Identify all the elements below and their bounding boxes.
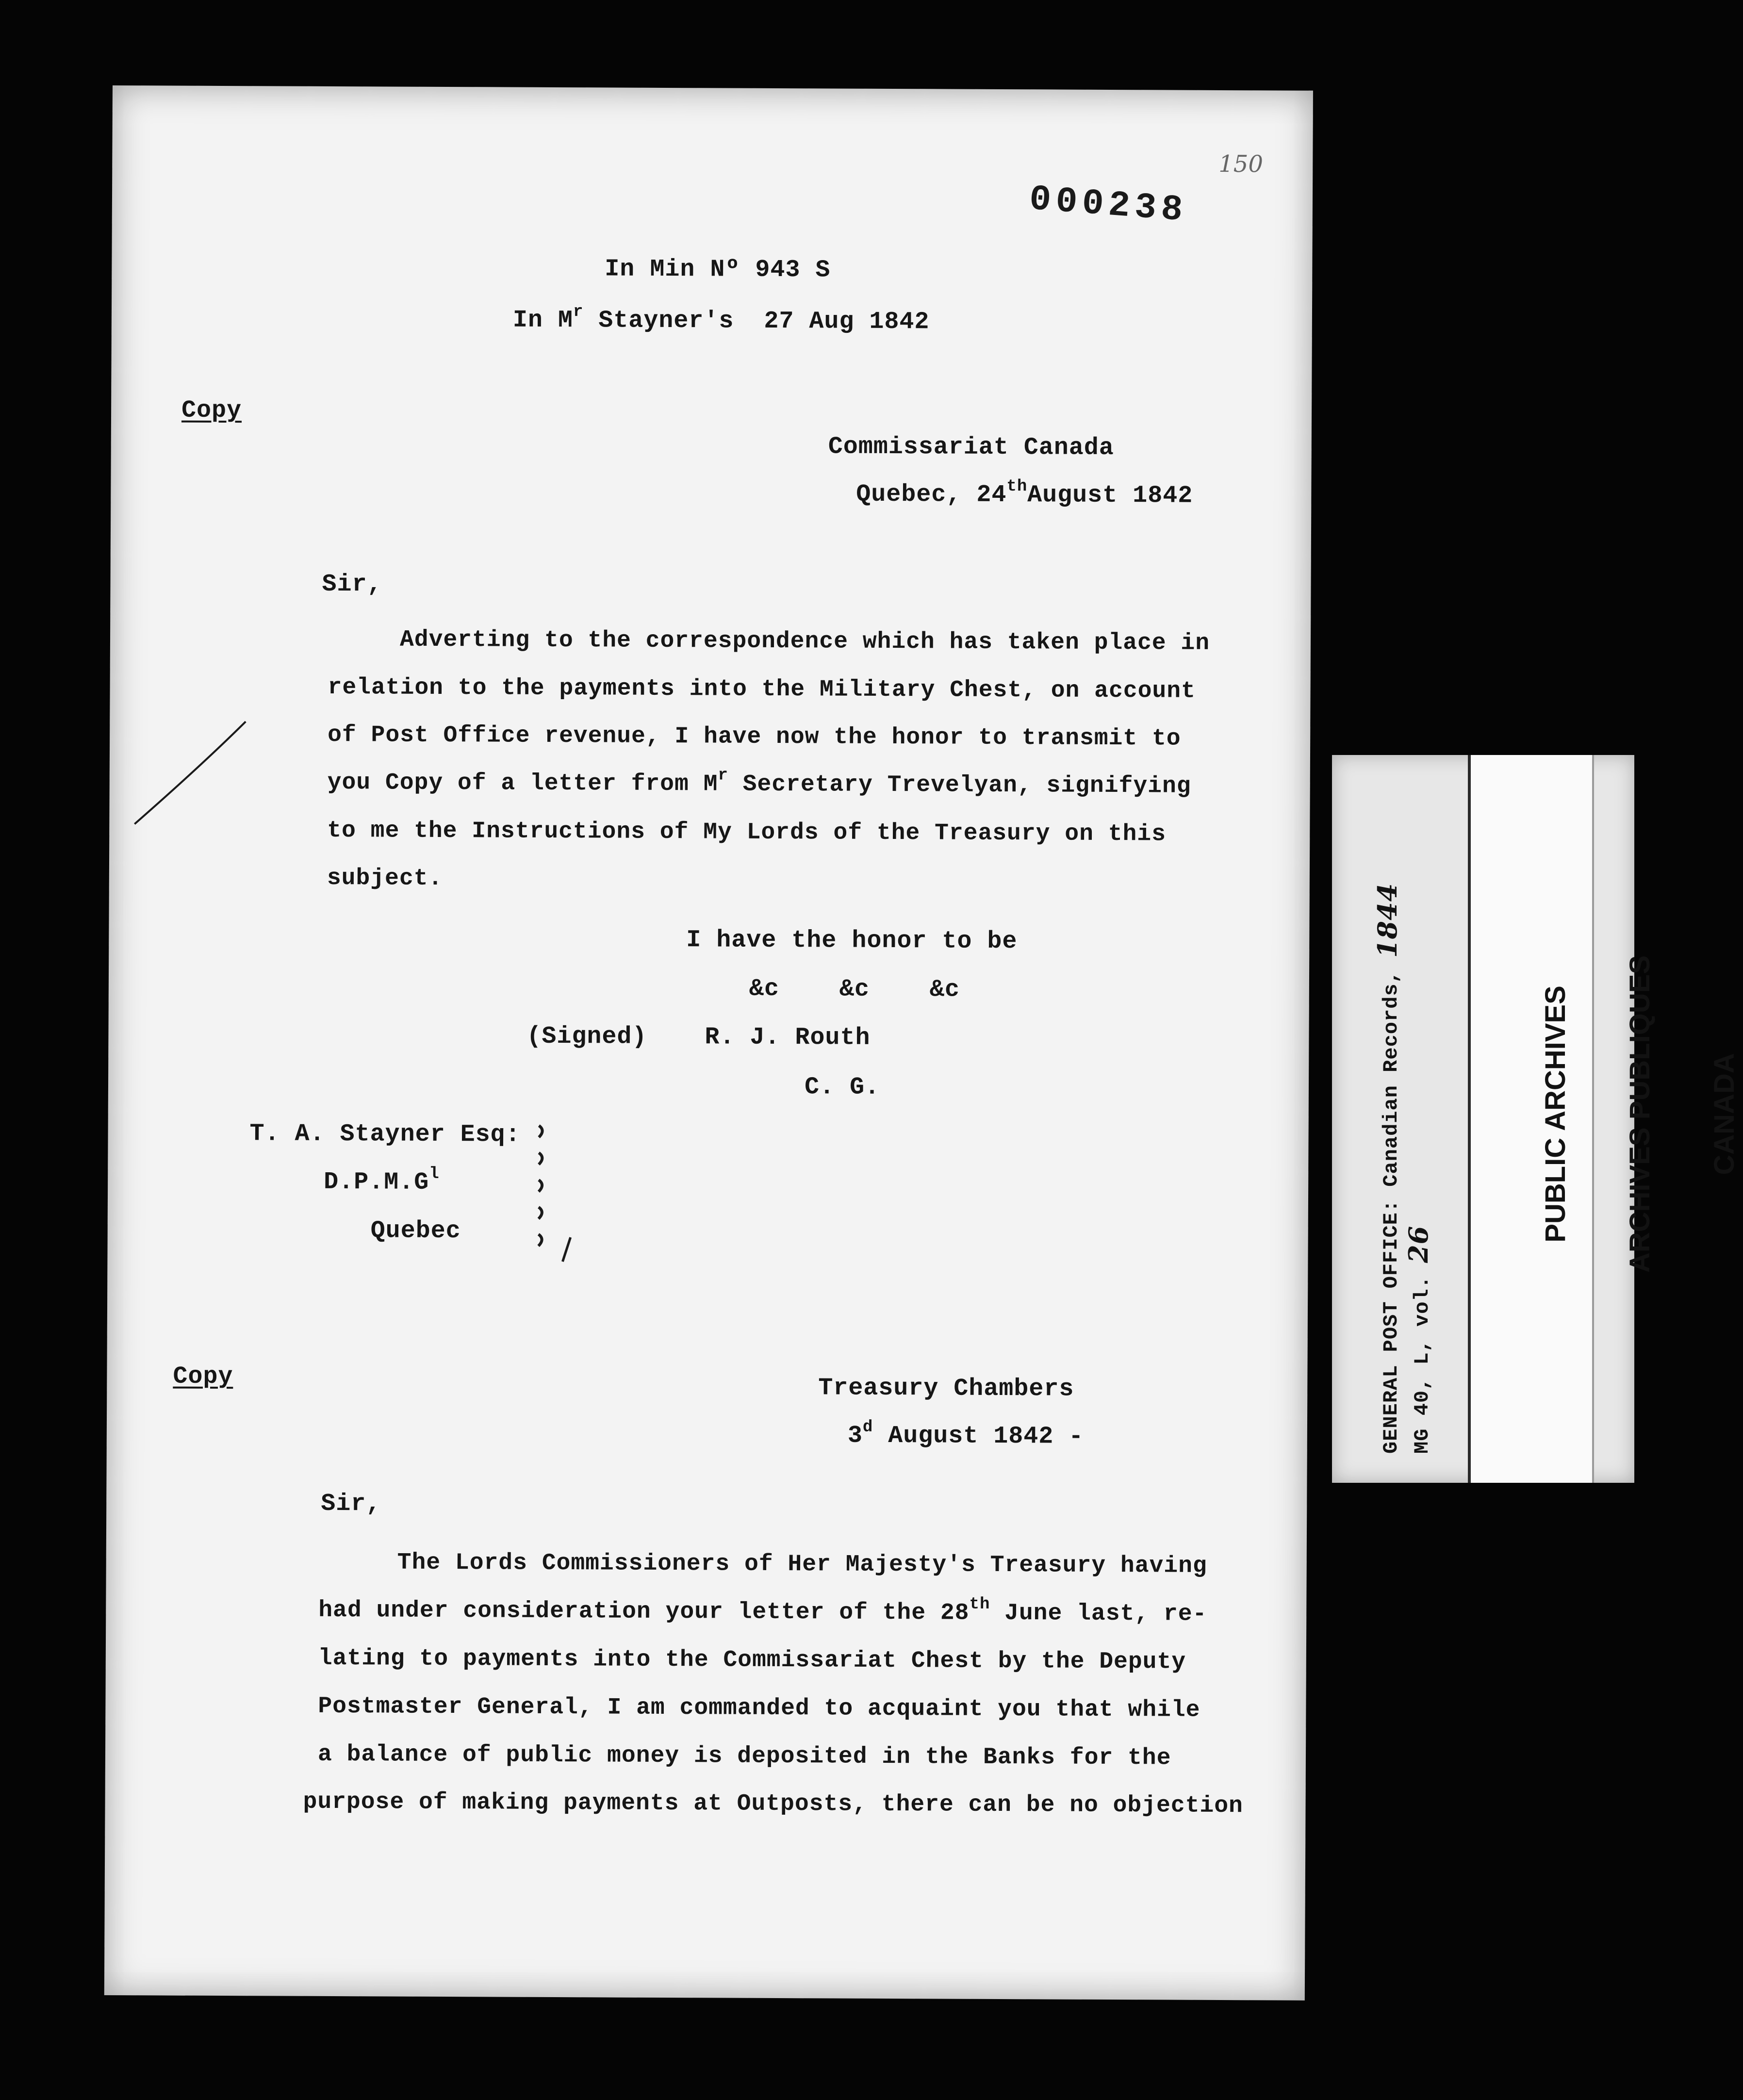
archives-band <box>1468 755 1740 1483</box>
letter1-closing: I have the honor to be <box>686 926 1018 956</box>
letter1-etc: &c &c &c <box>749 975 960 1004</box>
copy-label-2: Copy <box>173 1362 233 1391</box>
minute-reference: In Min Nº 943 S <box>605 255 831 284</box>
letter1-signatory: R. J. Routh <box>705 1023 871 1052</box>
folio-number: 150 <box>1218 150 1264 178</box>
letter1-signed-label: (Signed) <box>526 1022 647 1051</box>
letter2-body-line: had under consideration your letter of the 28th June last, re- <box>318 1595 1207 1627</box>
letter1-sender: Commissariat Canada <box>828 433 1114 462</box>
archives-stamp-text: PUBLIC ARCHIVES ARCHIVES PUBLIQUES CANADA <box>1540 955 1740 1273</box>
label-records-line: GENERAL POST OFFICE: Canadian Records, 1844 <box>1372 883 1403 1454</box>
address-bracket <box>534 1121 593 1267</box>
stayner-reference: In $M^r$ Stayner's 27 Aug 1842 <box>512 303 930 336</box>
letter1-body-line: relation to the payments into the Military Chest, on account <box>328 674 1196 705</box>
label-volume-line: MG 40, L, vol. 26 <box>1403 1225 1434 1454</box>
letter2-body-line: lating to payments into the Commissariat Chest by the Deputy <box>318 1645 1186 1675</box>
letter2-date: 3$^d$ August 1842 - <box>847 1418 1084 1451</box>
addressee-name: T. A. Stayner Esq: <box>249 1120 521 1149</box>
letter1-date: Quebec, 24thAugust 1842 <box>856 477 1193 510</box>
archive-stamp-number: 000238 <box>1028 179 1189 231</box>
letter2-body-line: a balance of public money is deposited in the Banks for the <box>317 1741 1171 1772</box>
document-page <box>104 85 1313 2001</box>
archival-label <box>1332 755 1740 1483</box>
letter1-salutation: Sir, <box>322 570 382 599</box>
letter1-body-line: of Post Office revenue, I have now the honor to transmit to <box>328 722 1181 752</box>
letter1-body-line: Adverting to the correspondence which has taken place in <box>399 626 1210 656</box>
letter1-body-line: to me the Instructions of My Lords of the Treasury on this <box>327 817 1167 848</box>
letter2-salutation: Sir, <box>321 1490 381 1518</box>
addressee-place: Quebec <box>370 1217 461 1246</box>
copy-label-1: Copy <box>181 396 242 425</box>
letter1-signatory-title: C. G. <box>804 1073 880 1101</box>
letter1-body-line: subject. <box>327 865 443 892</box>
letter2-body-line: The Lords Commissioners of Her Majesty's Treasury having <box>397 1549 1207 1579</box>
margin-pen-mark <box>129 716 265 833</box>
letter1-body-line: you Copy of a letter from $M^r$ Secretary Trevelyan, signifying <box>327 766 1191 800</box>
letter2-sender: Treasury Chambers <box>818 1374 1074 1403</box>
letter2-body-line: purpose of making payments at Outposts, there can be no objection <box>303 1788 1243 1820</box>
letter2-body-line: Postmaster General, I am commanded to acquaint you that while <box>318 1693 1200 1723</box>
addressee-title: $D.P.M.G^l$ <box>324 1165 440 1197</box>
